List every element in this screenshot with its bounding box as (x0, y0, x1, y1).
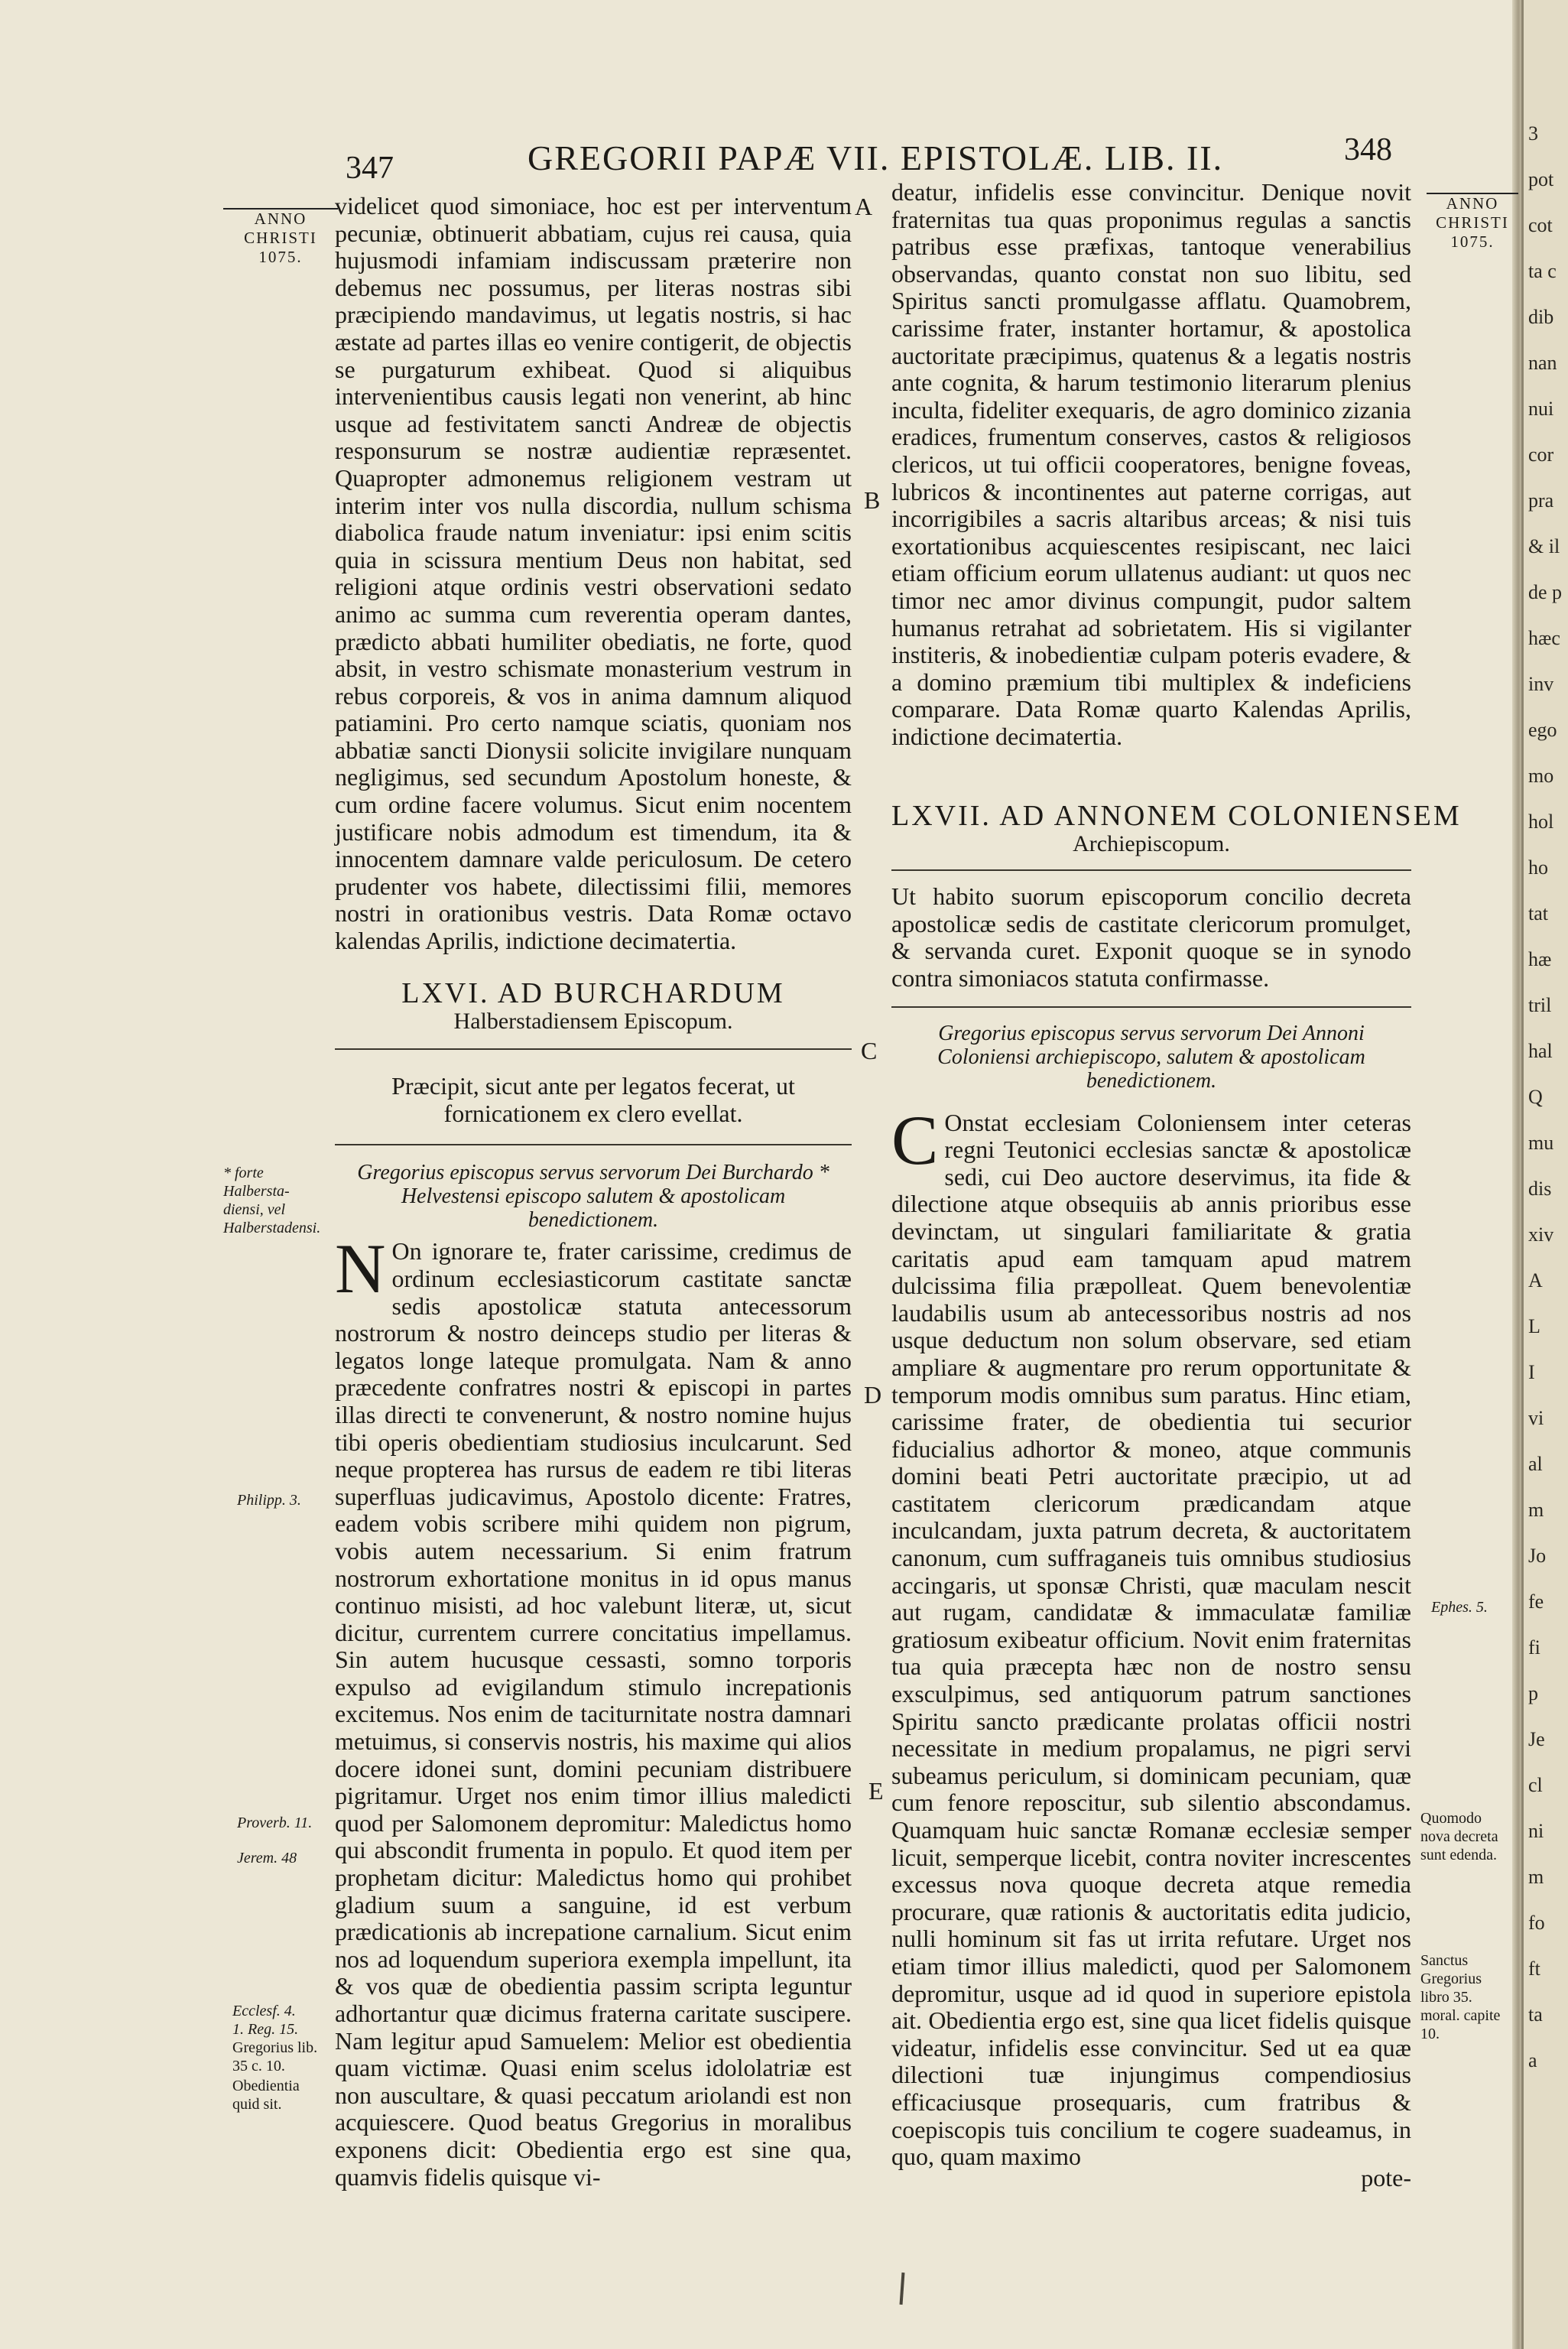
adjacent-page-fragment: ni (1528, 1820, 1544, 1842)
adjacent-page-fragment: m (1528, 1499, 1544, 1521)
adjacent-page-fragment: al (1528, 1453, 1543, 1475)
letter66-body-paragraph (335, 1230, 852, 2191)
margin-note-ecclesf: Ecclesf. 4. (232, 2003, 296, 2019)
year-label: 1075. (258, 248, 303, 266)
margin-note-quomodo: Quomodo nova decreta sunt edenda. (1420, 1810, 1498, 1863)
adjacent-page-fragment: ego (1528, 719, 1557, 741)
adjacent-page-fragment: cl (1528, 1774, 1543, 1796)
margin-note-ephes: Ephes. 5. (1431, 1599, 1488, 1616)
adjacent-page-fragment: p (1528, 1682, 1538, 1704)
divider (335, 1048, 852, 1050)
adjacent-page-fragment: 3 (1528, 122, 1538, 145)
letter67-body-paragraph (891, 1100, 1411, 2171)
divider (891, 1006, 1411, 1008)
letter66-body: On ignorare te, frater carissime, credimus de ordinum ecclesiasticorum castitate sanctæ sedis apostolicæ statuta antecessorum nostrorum & nostro deinceps studio per literas & legatos longe lateque promulgata. Nam & anno præcedente confratres nostri & episcopi in partes illas directi te convenerunt, & nostro nomine hujus tibi operis obedientiam studiosius inculcarunt. Sed neque propterea has rursus de eadem re tibi literas superfluas judicavimus, Apostolo dicente: Fratres, eadem vobis scribere mihi quidem non pigrum, vobis autem necessarium. Si enim fratrum nostrorum exhortatione monitus in id opus manus continuo misisti, ad hoc valebunt literæ, ut, sicut dicitur, currentem currere concitatius impellamus. Sin autem hucusque cessasti, somno torporis expulso ad evigilandum stimulo increpationis excitemus. Nos enim de taciturnitate nostra damnari metuimus, si conservis nostris, his maxime qui alios docere idonei sunt, domini pecuniam distribuere pigritamur. Urget nos enim timor illius maledicti quod per Salomonem depromitur: Maledictus homo qui abscondit frumenta in populo. Et quod item per prophetam dicitur: Maledictus homo qui prohibet gladium suum a sanguine, id est verbum prædicationis ab increpatione carnalium. Sicut enim nos ad loquendum superiora exempla impellunt, ita & vos quæ de obedientia passim scripta leguntur adhortantur quæ dicimus fraterna caritate suscipere. Nam legitur apud Samuelem: Melior est obedientia quam victimæ. Quasi enim scelus idololatriæ est non auscultare, & quasi peccatum ariolandi est non acquiescere. Quod beatus Gregorius in moralibus exponens dicit: Obedientia ergo est sine qua, quamvis fidelis quisque vi- (335, 1237, 852, 2191)
margin-note-gregorius: Gregorius lib. 35 c. 10. (232, 2039, 318, 2074)
adjacent-page-fragment: fi (1528, 1636, 1540, 1659)
adjacent-page-fragment: vi (1528, 1407, 1544, 1429)
adjacent-page-fragment: de p (1528, 581, 1563, 603)
adjacent-page-fragment: ta c (1528, 260, 1557, 282)
running-title: GREGORII PAPÆ VII. EPISTOLÆ. LIB. II. (528, 138, 1224, 177)
section-letter-e: E (868, 1777, 884, 1805)
adjacent-page-fragment: mo (1528, 765, 1554, 787)
anno-label: ANNO (1427, 193, 1518, 213)
right-page-number: 348 (1344, 132, 1392, 167)
adjacent-page-fragment: tril (1528, 994, 1552, 1016)
adjacent-page-fragment: & il (1528, 535, 1560, 557)
adjacent-page-fragment: L (1528, 1315, 1540, 1337)
adjacent-page-fragment: hol (1528, 811, 1554, 833)
year-label: 1075. (1450, 232, 1495, 251)
margin-note-jerem: Jerem. 48 (237, 1850, 297, 1867)
adjacent-page-fragment: cot (1528, 214, 1553, 236)
adjacent-page-fragment: xiv (1528, 1223, 1554, 1246)
letter66-continuation: deatur, infidelis esse convincitur. Denique novit fraternitas tua quas proponimus regulas a sanctis patribus esse præfixas, tantoque venerabilius observandas, quanto constat non suo libitu, sed Spiritus sancti promulgasse afflatu. Quamobrem, carissime frater, instanter hortamur, & apostolica auctoritate præcipimus, quatenus & a legatis nostris ante cognita, & harum testimonio literarum plenius inculta, fideliter exequaris, de agro dominico zizania eradices, frumentum conserves, castos & religiosos clericos, ut tui officii cooperatores, benigne foveas, lubricos & incontinentes aut paterne corrigas, aut incorrigibiles a sacris altaribus arceas; & nisi tuis exortationibus acquiescentes resipiscant, nec laici etiam officium eorum ullatenus audiant: ut quos nec timor nec amor divinus compungit, pudor saltem humanus retrahat ad sobrietatem. His si vigilanter institeris, & inobedientiæ culpam poteris evadere, & a domino præmium tibi multiplex & indeficiens comparare. Data Romæ quarto Kalendas Aprilis, indictione decimatertia. (891, 178, 1411, 750)
adjacent-page-fragment: Je (1528, 1728, 1545, 1750)
adjacent-page-fragment: m (1528, 1866, 1544, 1888)
adjacent-page-fragment: nan (1528, 352, 1557, 374)
adjacent-page-fragment: Jo (1528, 1545, 1547, 1567)
adjacent-page-fragment: fe (1528, 1590, 1544, 1613)
christi-label: CHRISTI (1436, 213, 1509, 232)
margin-note-sanctus-gregorius: Sanctus Gregorius libro 35. moral. capite 10. (1420, 1952, 1501, 2042)
divider (891, 869, 1411, 871)
letter67-subtitle: Archiepiscopum. (1073, 830, 1230, 856)
adjacent-page-fragment: mu (1528, 1132, 1554, 1154)
adjacent-page-fragment: pot (1528, 168, 1554, 190)
adjacent-page-fragment: tat (1528, 902, 1548, 924)
letter65-continuation: videlicet quod simoniace, hoc est per interventum pecuniæ, obtinuerit abbatiam, cujus rei causa, quia hujusmodi infamiam indiscussam præterire non debemus nec possumus, per literas nostras sibi præcipiendo mandavimus, ut legatis nostris, si hac æstate ad partes illas eo venire contigerit, de objectis se purgaturum exhibeat. Quod si aliquibus intervenientibus causis legati non venerint, ab hinc usque ad festivitatem sancti Andreæ de objectis responsurum se nostræ audientiæ repræsentet. Quapropter admonemus religionem vestram ut interim inter vos nulla discordia, nullum schisma diabolica fraude natum inveniatur: ipsi enim scitis quia in scissura mentium Deus non habitat, sed religioni atque ordinis vestri observationi sedato animo ac summa cum reverentia operam dantes, prædicto abbati humiliter obediatis, ne forte, quod absit, in vestro schismate monasterium vestrum in rebus corporeis, & vos in anima damnum aliquod patiamini. Pro certo namque sciatis, quoniam nos abbatiæ sancti Dionysii solicite invigilare nunquam negligimus, sed secundum Apostolum honeste, & cum ordine facere volumus. Sicut enim nocentem justificare nobis admodum est timendum, ita & innocentem damnare valde periculosum. De cetero prudenter vos habete, dilectissimi filii, memores nostri in orationibus vestris. Data Romæ octavo kalendas Aprilis, indictione decimatertia. (335, 192, 852, 955)
adjacent-page-fragment: I (1528, 1361, 1535, 1383)
left-column (335, 192, 852, 2191)
section-letter-a: A (855, 193, 873, 220)
adjacent-page-fragment: ho (1528, 856, 1548, 879)
letter66-title: LXVI. AD BURCHARDUM (401, 977, 785, 1009)
margin-note-philipp: Philipp. 3. (237, 1492, 301, 1509)
left-anno-christi (223, 208, 338, 267)
adjacent-page-fragment: hæ (1528, 948, 1552, 970)
christi-label: CHRISTI (244, 229, 317, 247)
letter67-title: LXVII. AD ANNONEM COLONIENSEM (891, 800, 1462, 832)
letter67-summary: Ut habito suorum episcoporum concilio decreta apostolicæ sedis de castitate clericorum promulget, & servanda curet. Exponit quoque se in synodo contra simoniacos statuta confirmasse. (891, 882, 1411, 992)
adjacent-page-fragment: hæc (1528, 627, 1560, 649)
adjacent-page-fragment: hal (1528, 1040, 1553, 1062)
letter67-body: Onstat ecclesiam Coloniensem inter ceteras regni Teutonici ecclesias sanctæ & apostolicæ sedi, cui Deo auctore deservimus, ita fide & dilectione atque obsequiis ab annis prioribus esse devinctam, ut singulari familiaritate & gratia caritatis apud eam tamquam apud matrem dulcissima filia præpolleat. Quem benevolentiæ laudabilis usum ab antecessoribus nostris ad nos usque deductum non solum observare, sed etiam ampliare & augmentare pro rerum opportunitate & temporum modis omnibus sum paratus. Hinc etiam, carissime frater, de obedientia tui securior fiducialius adhortor & moneo, atque communis domini beati Petri auctoritate præcipio, ut ad castitatem clericorum prædicandam atque inculcandam, juxta patrum decreta, & auctoritatem canonum, cum suffraganeis tuis omnibus studiosius accingaris, ut sponsæ Christi, quæ maculam nescit aut rugam, candidatæ & immaculatæ familiæ gratiosum exibeatur officium. Novit enim fraternitas tua quia præcepta hæc non de nostro sensu exsculpimus, sed antiquorum patrum sanctiones Spiritu sancto prædicante prolatas officii nostri necessitate in medium propalamus, ne pigri servi subeamus periculum, si dominicam pecuniam, quæ cum fenore reposcitur, sub silentio abscondamus. Quamquam huic sanctæ Romanæ ecclesiæ semper licuit, semperque licebit, contra noviter increscentes excessus nova quoque decreta atque remedia procurare, quæ rationis & auctoritatis edita judicio, nulli hominum sit fas ut irrita refutare. Urget nos etiam timor illius maledicti, quod per Salomonem depromitur, usque ad id quod in superiore epistola ait. Obedientia ergo est, sine qua licet fidelis quisque videatur, infidelis esse convincitur. Sed ut ea quæ dilectioni tuæ injungimus compendiosius efficaciusque prosequaris, cum fratribus & coepiscopis tuis concilium te cogere suadeamus, in quo, quam maximo (891, 1108, 1411, 2171)
adjacent-page-fragment: a (1528, 2049, 1537, 2071)
margin-note-halberstadensi: * forte Halbersta-diensi, vel Halberstadensi. (223, 1165, 321, 1236)
margin-note-proverb: Proverb. 11. (237, 1815, 313, 1831)
right-anno-christi (1427, 193, 1518, 252)
adjacent-page-fragment: fo (1528, 1912, 1545, 1934)
section-letter-b: B (864, 486, 881, 514)
adjacent-page-fragment: nui (1528, 398, 1554, 420)
margin-note-obedientia: Obedientia quid sit. (232, 2078, 300, 2113)
letter67-salutation: Gregorius episcopus servus servorum Dei Annoni Coloniensi archiepiscopo, salutem & apostolicam benedictionem. (937, 1021, 1365, 1093)
adjacent-page-edge (1521, 0, 1568, 2349)
adjacent-page-fragment: ta (1528, 2003, 1543, 2026)
letter67-dropcap: C (891, 1100, 939, 1179)
section-letter-d: D (864, 1381, 882, 1408)
margin-note-reg: 1. Reg. 15. (232, 2021, 299, 2038)
left-page-number: 347 (346, 151, 394, 186)
adjacent-page-fragment: ft (1528, 1958, 1540, 1980)
adjacent-page-fragment: pra (1528, 489, 1554, 512)
adjacent-page-fragment: Q (1528, 1086, 1543, 1108)
anno-label: ANNO (223, 208, 338, 229)
adjacent-page-fragment: dis (1528, 1178, 1552, 1200)
letter66-dropcap: N (335, 1230, 386, 1308)
adjacent-page-fragment: cor (1528, 443, 1554, 466)
section-letter-c: C (861, 1037, 878, 1064)
adjacent-page-fragment: dib (1528, 306, 1554, 328)
catchword: pote- (1361, 2163, 1411, 2191)
letter66-salutation: Gregorius episcopus servus servorum Dei Burchardo * Helvestensi episcopo salutem & apostolicam benedictionem. (357, 1161, 829, 1233)
divider (335, 1144, 852, 1145)
letter66-subtitle: Halberstadiensem Episcopum. (453, 1008, 733, 1034)
adjacent-page-fragment: A (1528, 1269, 1543, 1291)
letter66-summary: Præcipit, sicut ante per legatos fecerat, ut fornicationem ex clero evellat. (391, 1072, 795, 1127)
adjacent-page-fragment: inv (1528, 673, 1554, 695)
